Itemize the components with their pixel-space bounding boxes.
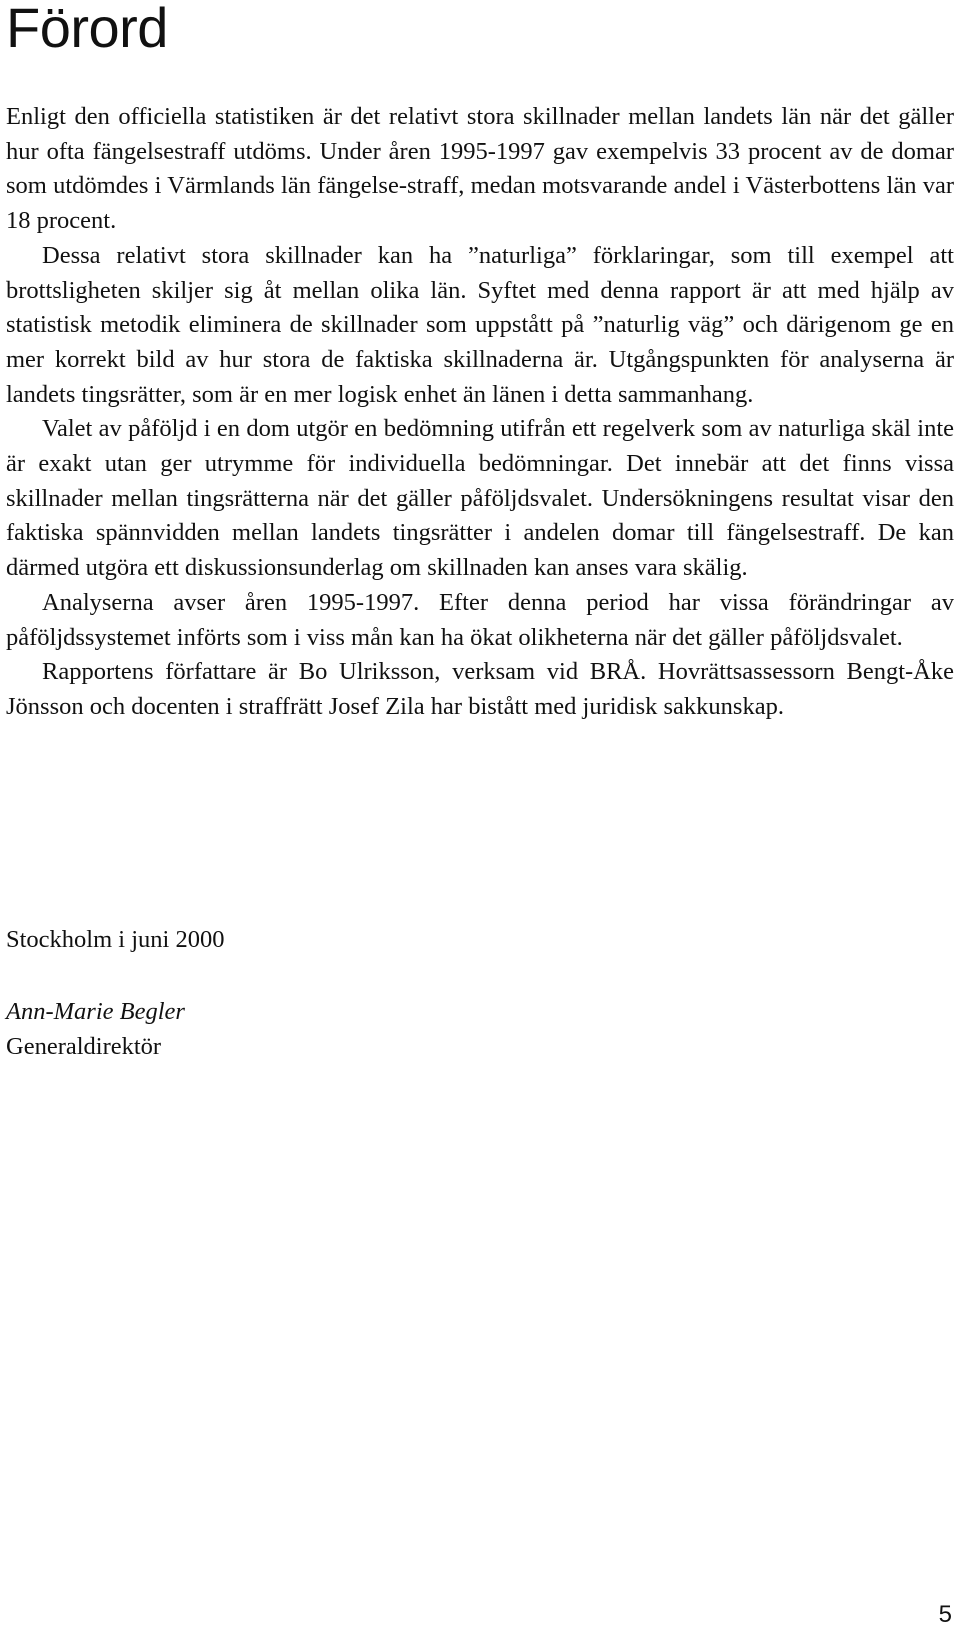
paragraph-intro: Enligt den officiella statistiken är det relativt stora skillnader mellan landets län när det gäller hur ofta fängelsestraff utdöms. Under åren 1995-1997 gav exempelvis 33 procent av de domar som utdömdes i Värmlands län fängelse-straff, medan motsvarande andel i Västerbottens län var 18 procent. [6, 103, 954, 235]
paragraph-authors: Rapportens författare är Bo Ulriksson, verksam vid BRÅ. Hovrättsassessorn Bengt-Åke Jönsson och docenten i straffrätt Josef Zila har bistått med juridisk sakkunskap. [6, 658, 954, 720]
body-text [6, 100, 954, 725]
paragraph-judgement: Valet av påföljd i en dom utgör en bedömning utifrån ett regelverk som av naturliga skäl inte är exakt utan ger utrymme för individuella bedömningar. Det innebär att det finns vissa skillnader mellan tingsrätterna när det gäller påföljdsvalet. Undersökningens resultat visar den faktiska spännvidden mellan landets tingsrätter i andelen domar till fängelsestraff. De kan därmed utgöra ett diskussionsunderlag om skillnaden kan anses vara skälig. [6, 415, 954, 582]
signature-name: Ann-Marie Begler [6, 998, 185, 1025]
paragraph-purpose: Dessa relativt stora skillnader kan ha ”naturliga” förklaringar, som till exempel att brottsligheten skiljer sig åt mellan olika län. Syftet med denna rapport är att med hjälp av statistisk metodik eliminera de skillnader som uppstått på ”naturlig väg” och därigenom ge en mer korrekt bild av hur stora de faktiska skillnaderna är. Utgångspunkten för analyserna är landets tingsrätter, som är en mer logisk enhet än länen i detta sammanhang. [6, 241, 954, 408]
page-number: 5 [938, 1601, 952, 1628]
page-title: Förord [6, 0, 168, 59]
paragraph-period: Analyserna avser åren 1995-1997. Efter denna period har vissa förändringar av påföljdssystemet införts som i viss mån kan ha ökat olikheterna när det gäller påföljdsvalet. [6, 588, 954, 651]
place-date: Stockholm i juni 2000 [6, 926, 225, 953]
signature-title: Generaldirektör [6, 1033, 162, 1060]
